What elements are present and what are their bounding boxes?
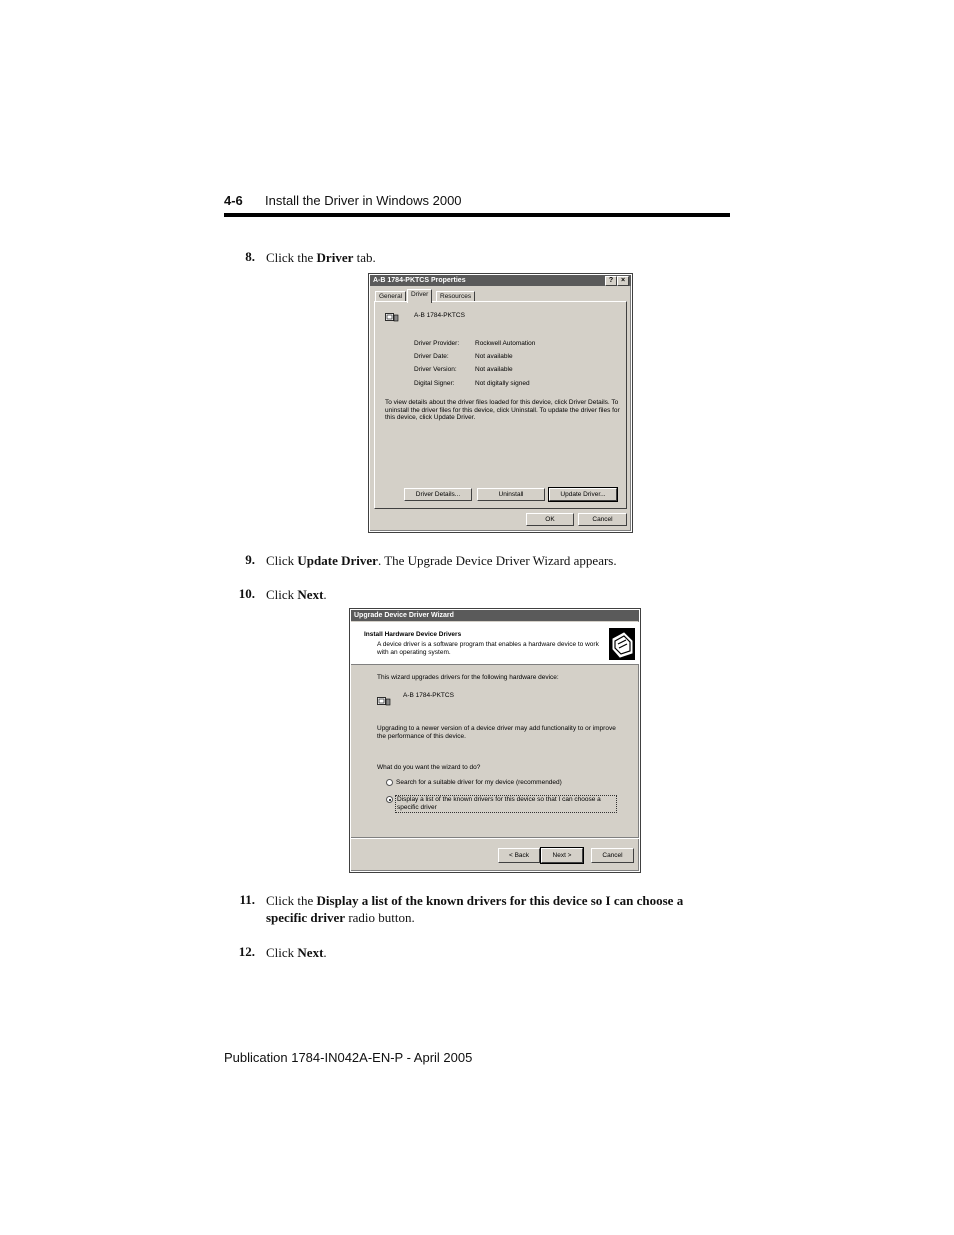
search-driver-radio[interactable]	[386, 779, 393, 786]
display-list-label[interactable]: Display a list of the known drivers for this device so that I can choose a specific driver	[395, 795, 617, 813]
digital-signer-value: Not digitally signed	[475, 380, 530, 387]
update-driver-button[interactable]: Update Driver...	[549, 488, 617, 501]
driver-description: To view details about the driver files loaded for this device, click Driver Details. To uninstall the driver files for this device, click Uninstall. To update the driver files for this device, click Update Driver.	[385, 399, 620, 421]
wizard-divider	[351, 837, 639, 839]
page-number: 4-6	[224, 193, 243, 208]
tab-resources[interactable]: Resources	[436, 291, 475, 302]
step-number: 11.	[239, 892, 255, 907]
driver-details-button[interactable]: Driver Details...	[404, 488, 472, 501]
driver-provider-value: Rockwell Automation	[475, 340, 536, 347]
search-driver-label[interactable]: Search for a suitable driver for my device (recommended)	[396, 779, 562, 786]
tab-general[interactable]: General	[375, 291, 406, 302]
publication-footer: Publication 1784-IN042A-EN-P - April 2005	[224, 1050, 473, 1065]
step-number: 9.	[245, 552, 255, 567]
wizard-title: Upgrade Device Driver Wizard	[354, 612, 454, 619]
properties-dialog	[369, 274, 632, 532]
step-number: 8.	[245, 249, 255, 264]
wizard-titlebar	[351, 610, 639, 621]
wizard-cancel-button[interactable]: Cancel	[591, 848, 634, 863]
driver-date-label: Driver Date:	[414, 353, 449, 360]
wizard-intro: This wizard upgrades drivers for the following hardware device:	[377, 674, 559, 681]
wizard-device-name: A-B 1784-PKTCS	[403, 692, 454, 699]
driver-date-value: Not available	[475, 353, 513, 360]
cancel-button[interactable]: Cancel	[578, 513, 627, 526]
device-icon	[377, 696, 391, 706]
next-button[interactable]: Next >	[541, 848, 583, 863]
wizard-question: What do you want the wizard to do?	[377, 764, 481, 771]
wizard-heading: Install Hardware Device Drivers	[364, 631, 462, 638]
driver-version-value: Not available	[475, 366, 513, 373]
section-title: Install the Driver in Windows 2000	[265, 193, 462, 208]
wizard-subheading: A device driver is a software program that enables a hardware device to work with an operating system.	[377, 641, 599, 656]
header-rule	[224, 213, 730, 217]
back-button[interactable]: < Back	[498, 848, 540, 863]
help-button[interactable]: ?	[605, 276, 617, 286]
device-name: A-B 1784-PKTCS	[414, 312, 465, 319]
close-button[interactable]: ×	[617, 276, 629, 286]
wizard-header-band	[351, 622, 639, 665]
driver-provider-label: Driver Provider:	[414, 340, 460, 347]
hardware-wizard-icon	[608, 627, 636, 661]
digital-signer-label: Digital Signer:	[414, 380, 455, 387]
upgrade-wizard-dialog	[350, 609, 640, 872]
uninstall-button[interactable]: Uninstall	[477, 488, 545, 501]
upgrade-note: Upgrading to a newer version of a device driver may add functionality to or improve the performance of this device.	[377, 725, 616, 740]
driver-version-label: Driver Version:	[414, 366, 457, 373]
ok-button[interactable]: OK	[526, 513, 574, 526]
dialog-title: A-B 1784-PKTCS Properties	[373, 277, 466, 284]
dialog-titlebar	[370, 275, 631, 286]
display-list-radio[interactable]	[386, 796, 393, 803]
step-number: 10.	[238, 586, 255, 601]
device-icon	[385, 312, 399, 322]
tab-driver[interactable]: Driver	[407, 289, 432, 303]
step-number: 12.	[238, 944, 255, 959]
